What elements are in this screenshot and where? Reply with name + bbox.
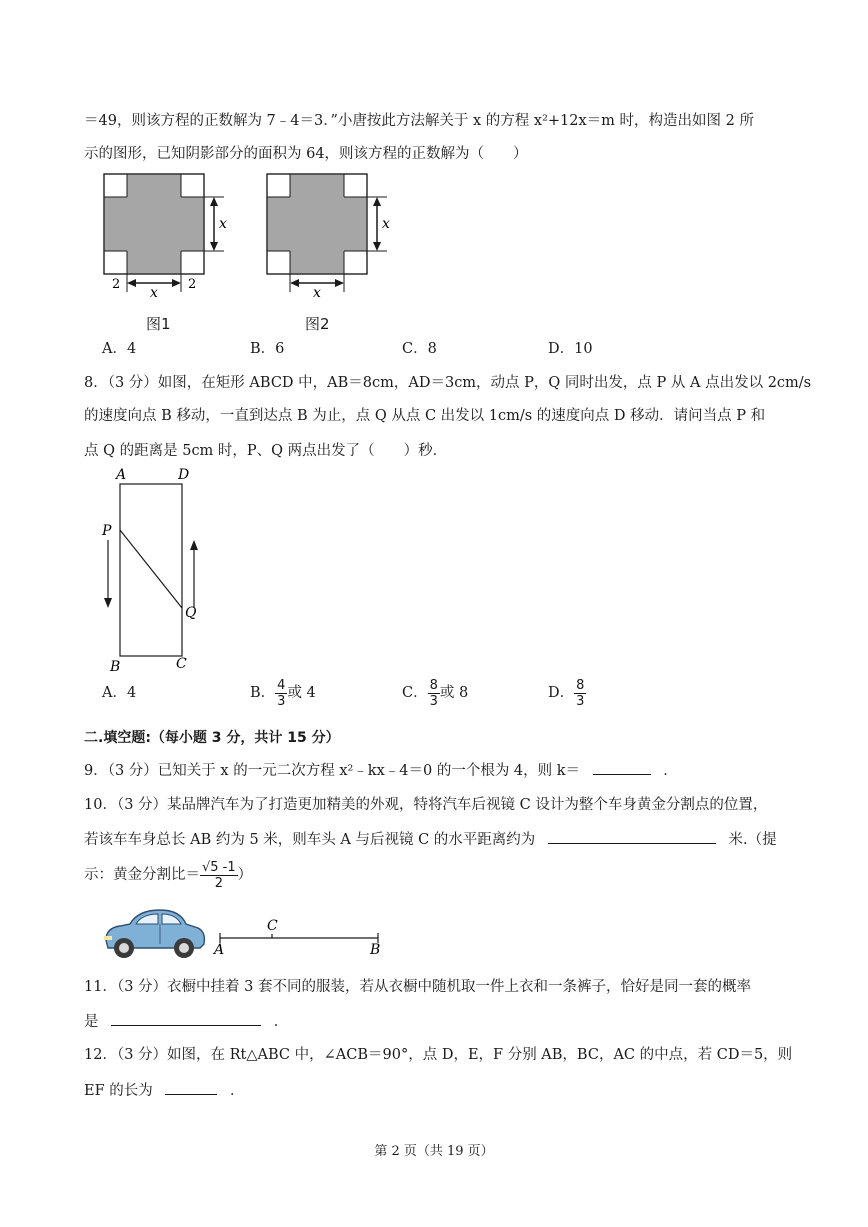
q8-option-c[interactable] [402, 675, 468, 711]
q8-option-d-numerator: 8 [576, 677, 585, 693]
q8-option-d[interactable] [548, 675, 586, 711]
q11-line-2 [84, 1011, 288, 1032]
q10-line-2-end: 米.（提 [728, 832, 777, 848]
q10-line-2-text: 若该车车身总长 AB 约为 5 米，则车头 A 与后视镜 C 的水平距离约为 [84, 832, 536, 848]
q8-rectangle-figure [96, 462, 216, 674]
q11-line-1: 11．（3 分）衣橱中挂着 3 套不同的服装，若从衣橱中随机取一件上衣和一条裤子，恰好是同一套的概率 [84, 979, 751, 995]
q7-option-b[interactable]: B．6 [250, 341, 285, 357]
q7-option-d[interactable]: D．10 [548, 341, 593, 357]
q10-label-c: C [267, 918, 278, 934]
q7-option-c[interactable]: C．8 [402, 341, 437, 357]
q9-text: 9．（3 分）已知关于 x 的一元二次方程 x²﹣kx﹣4＝0 的一个根为 4，则 k＝ [84, 763, 581, 779]
q7-figure-2 [263, 170, 403, 300]
q8-label-q: Q [185, 605, 197, 621]
q8-option-c-numerator: 8 [429, 677, 438, 693]
q7-line-1: ＝49，则该方程的正数解为 7﹣4＝3．”小唐按此方法解关于 x 的方程 x²+12x＝m 时，构造出如图 2 所 [84, 113, 754, 129]
q11-answer-blank[interactable] [111, 1011, 261, 1026]
q8-option-a[interactable]: A．4 [102, 685, 137, 701]
q9-end: ． [663, 763, 678, 779]
q8-label-p: P [102, 523, 112, 539]
fig1-x-label-bottom: x [150, 285, 158, 300]
car-illustration [100, 904, 210, 962]
q12-answer-blank[interactable] [165, 1080, 217, 1095]
fig2-x-label-vertical: x [382, 216, 390, 232]
fig1-two-label-left: 2 [112, 277, 121, 292]
q10-label-b: B [370, 942, 381, 956]
fig1-x-label-vertical: x [219, 216, 227, 232]
q8-option-c-suffix: 或 8 [439, 685, 469, 701]
q11-end: ． [273, 1014, 289, 1030]
section-2-heading: 二.填空题:（每小题 3 分，共计 15 分） [84, 730, 340, 746]
fig2-caption: 图2 [305, 315, 330, 333]
q12-line-1: 12．（3 分）如图，在 Rt△ABC 中，∠ACB＝90°，点 D，E，F 分别 AB，BC，AC 的中点，若 CD＝5，则 [84, 1047, 793, 1063]
q8-option-c-prefix: C． [402, 685, 428, 701]
q12-line-2-text: EF 的长为 [84, 1083, 153, 1099]
q8-option-c-fraction [428, 678, 440, 709]
q10-line-2 [84, 829, 777, 850]
q8-option-b[interactable] [250, 675, 316, 711]
q8-label-d: D [178, 467, 190, 483]
q8-option-d-fraction [574, 678, 586, 709]
q8-option-d-prefix: D． [548, 685, 575, 701]
q10-answer-blank[interactable] [548, 829, 716, 844]
q10-golden-ratio-fraction [200, 860, 238, 891]
q8-line-1: 8．（3 分）如图，在矩形 ABCD 中，AB＝8cm，AD＝3cm，动点 P，Q 同时出发，点 P 从 A 点出发以 2cm/s [84, 375, 812, 391]
page-footer: 第 2 页（共 19 页） [374, 1144, 494, 1159]
q8-line-3: 点 Q 的距离是 5cm 时，P、Q 两点出发了（ ）秒． [84, 443, 448, 459]
q7-option-a[interactable]: A．4 [102, 341, 137, 357]
q9-line [84, 760, 678, 781]
q8-option-b-suffix: 或 4 [287, 685, 316, 701]
q11-line-2-text: 是 [84, 1014, 99, 1030]
q10-ratio-denominator: 2 [214, 875, 223, 891]
q8-option-b-denominator: 3 [277, 693, 286, 709]
q8-label-a: A [116, 467, 127, 483]
q8-option-b-numerator: 4 [277, 677, 286, 693]
q8-option-b-prefix: B． [250, 685, 276, 701]
q7-figure-1 [100, 170, 240, 300]
q8-label-c: C [176, 656, 187, 672]
q8-label-b: B [110, 659, 121, 674]
q8-option-b-fraction [275, 678, 287, 709]
q8-option-c-denominator: 3 [429, 693, 438, 709]
q9-answer-blank[interactable] [593, 760, 651, 775]
q10-segment-figure [210, 914, 390, 956]
q10-line-1: 10．（3 分）某品牌汽车为了打造更加精美的外观，特将汽车后视镜 C 设计为整个车身黄金分割点的位置， [84, 797, 768, 813]
q12-end: ． [229, 1083, 245, 1099]
q10-ratio-numerator: √5 -1 [202, 859, 236, 875]
q7-line-2: 示的图形，已知阴影部分的面积为 64，则该方程的正数解为（ ） [84, 146, 528, 162]
q8-line-2: 的速度向点 B 移动，一直到达点 B 为止，点 Q 从点 C 出发以 1cm/s 的速度向点 D 移动．请问当点 P 和 [84, 408, 766, 424]
fig2-x-label-bottom: x [313, 285, 321, 300]
q12-line-2 [84, 1080, 244, 1101]
q10-hint-prefix: 示：黄金分割比＝ [84, 867, 200, 883]
fig1-two-label-right: 2 [188, 277, 197, 292]
q10-label-a: A [214, 942, 225, 956]
q10-line-3 [84, 857, 252, 893]
q8-option-d-denominator: 3 [576, 693, 585, 709]
q10-hint-suffix: ） [237, 867, 253, 883]
fig1-caption: 图1 [146, 315, 171, 333]
